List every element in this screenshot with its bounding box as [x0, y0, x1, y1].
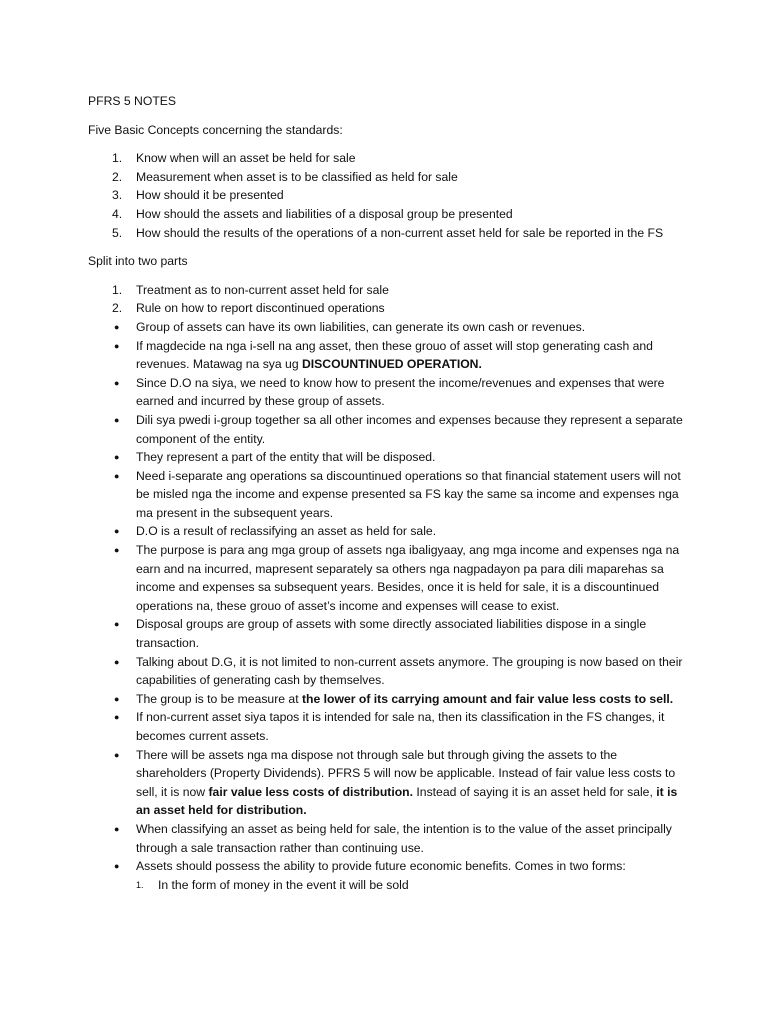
list-item: 2. Rule on how to report discontinued operations [112, 301, 385, 316]
bullet-icon: ● [114, 693, 120, 704]
bullet-icon: ● [114, 377, 120, 388]
bullet-icon: ● [114, 321, 120, 332]
bullet-icon: ● [114, 619, 120, 630]
document-body [88, 92, 688, 894]
list-item: ● Assets should possess the ability to provide future economic benefits. Comes in two forms: 1. In the form of money in the event it will be sold [88, 857, 688, 894]
list-item: ● If magdecide na nga i-sell na ang asset, then these grouo of asset will stop generating cash and revenues. Matawag na sya ug DISCOUNTINUED OPERATION. [114, 338, 653, 372]
list-item: ● Since D.O na siya, we need to know how to present the income/revenues and expenses that were earned and incurred by these group of assets. [114, 375, 665, 409]
bullet-icon: ● [114, 340, 120, 351]
document-title: PFRS 5 NOTES [88, 94, 177, 108]
list-item: 1. Treatment as to non-current asset held for sale [112, 282, 389, 297]
list-item: 3. How should it be presented [112, 188, 284, 203]
list-item: 1. In the form of money in the event it will be sold [136, 877, 409, 892]
intro-paragraph: Five Basic Concepts concerning the standards: [88, 122, 343, 137]
list-item: ● Group of assets can have its own liabilities, can generate its own cash or revenues. [88, 318, 688, 337]
list-item: 5. How should the results of the operations of a non-current asset held for sale be reported in the FS [112, 225, 664, 240]
notes-bullet-list [88, 318, 688, 894]
list-item: ● When classifying an asset as being held for sale, the intention is to the value of the asset principally through a sale transaction rather than continuing use. [114, 821, 672, 855]
list-item: 1. Know when will an asset be held for sale [112, 151, 356, 166]
bullet-icon: ● [114, 749, 120, 760]
bullet-icon: ● [114, 545, 120, 556]
list-item: ● D.O is a result of reclassifying an asset as held for sale. [88, 522, 688, 541]
list-item: ● Disposal groups are group of assets with some directly associated liabilities dispose in a single transaction. [114, 617, 647, 651]
bullet-icon: ● [114, 861, 120, 872]
list-item: ● The purpose is para ang mga group of assets nga ibaligyaay, ang mga income and expenses nga na earn and na incurred, mapresent separately sa others nga nagpadayon pa para dili maparehas sa income and expenses sa subsequent years. Besides, once it is held for sale, it is a discountinued operations na, these grouo of asset’s income and expenses will cease to exist. [114, 543, 680, 613]
list-item: ● The group is to be measure at the lower of its carrying amount and fair value less costs to sell. [88, 690, 688, 709]
list-item: ● If non-current asset siya tapos it is intended for sale na, then its classification in the FS changes, it becomes current assets. [114, 710, 665, 743]
bullet-icon: ● [114, 452, 120, 463]
list-item: ● Dili sya pwedi i-group together sa all other incomes and expenses because they represent a separate component of the entity. [114, 412, 683, 446]
split-heading: Split into two parts [88, 254, 188, 269]
bullet-icon: ● [114, 712, 120, 723]
bullet-icon: ● [114, 414, 120, 425]
list-item: ● There will be assets nga ma dispose not through sale but through giving the assets to the shareholders (Property Dividends). PFRS 5 will now be applicable. Instead of fair value less costs to sell, it is now fair value less costs of distribution. Instead of saying it is an asset held for sale, it is an asset held for distribution. [114, 747, 678, 818]
list-item: ● Need i-separate ang operations sa discountinued operations so that financial statement users will not be misled nga the income and expense presented sa FS kay the same sa income and expenses nga ma present in the subsequent years. [114, 468, 681, 520]
bullet-icon: ● [114, 656, 120, 667]
forms-sublist [88, 876, 688, 895]
parts-list [88, 281, 688, 318]
list-item: 4. How should the assets and liabilities of a disposal group be presented [112, 206, 513, 221]
list-item: 2. Measurement when asset is to be classified as held for sale [112, 169, 458, 184]
bullet-icon: ● [114, 526, 120, 537]
list-item: ● They represent a part of the entity that will be disposed. [88, 448, 688, 467]
concepts-list [88, 149, 688, 242]
list-item: ● Talking about D.G, it is not limited to non-current assets anymore. The grouping is now based on their capabilities of generating cash by themselves. [114, 654, 683, 688]
bullet-icon: ● [114, 470, 120, 481]
bullet-icon: ● [114, 823, 120, 834]
